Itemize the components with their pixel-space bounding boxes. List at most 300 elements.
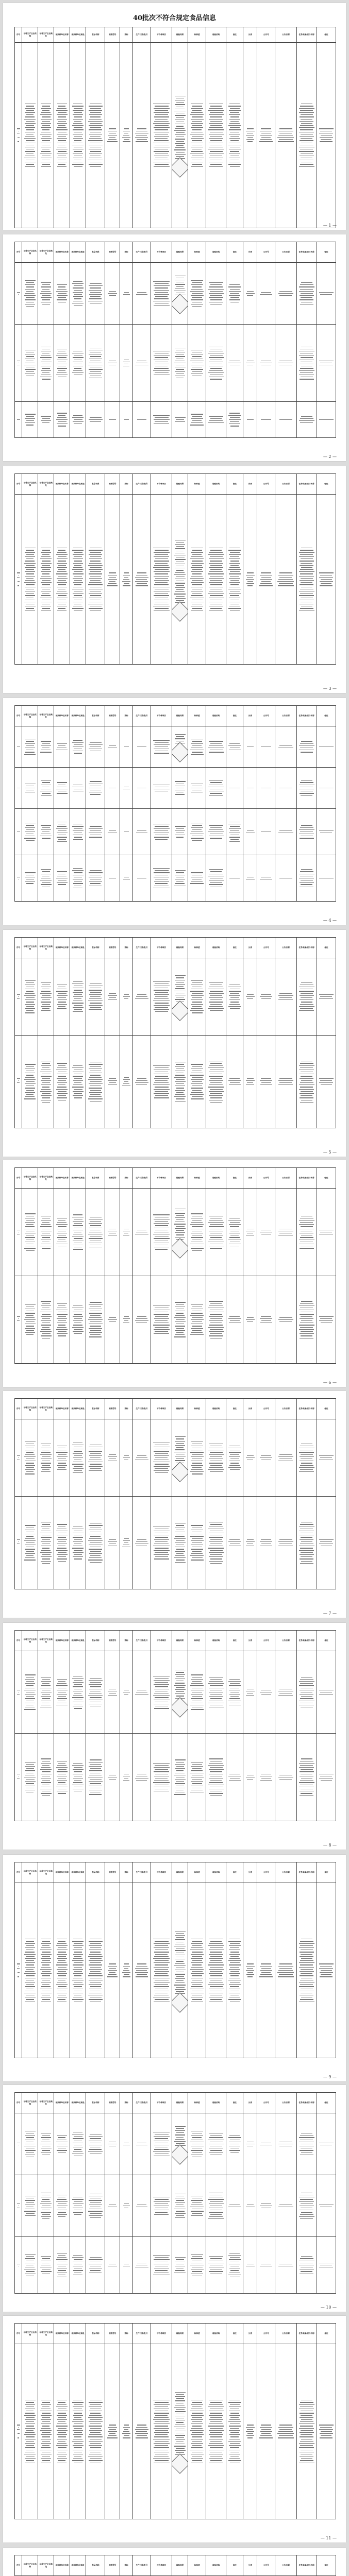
cell-text-placeholder	[152, 2132, 171, 2156]
text-stroke	[73, 292, 83, 293]
text-stroke	[25, 280, 36, 281]
text-stroke	[154, 1780, 169, 1781]
text-stroke	[299, 2137, 314, 2138]
text-stroke	[209, 123, 223, 124]
text-stroke	[154, 744, 170, 745]
text-stroke	[58, 1226, 67, 1227]
text-stroke	[73, 281, 82, 282]
text-stroke	[246, 996, 255, 997]
text-stroke	[42, 1465, 50, 1466]
text-stroke	[17, 419, 20, 420]
text-stroke	[25, 1092, 35, 1093]
cell-text-placeholder	[207, 1939, 225, 2002]
text-stroke	[176, 736, 184, 737]
table-cell	[206, 958, 226, 1036]
table-cell	[105, 1276, 120, 1364]
text-stroke	[229, 1084, 241, 1085]
cell-text-placeholder	[276, 1963, 295, 1977]
column-header: 标称生产企业名称	[22, 1862, 38, 1883]
text-stroke	[90, 1971, 101, 1972]
text-stroke	[175, 1217, 185, 1218]
text-stroke	[300, 1539, 313, 1540]
column-header: 公告日期	[275, 938, 296, 958]
text-stroke	[18, 1972, 20, 1973]
text-stroke	[17, 1963, 20, 1964]
text-stroke	[154, 571, 170, 572]
text-stroke	[41, 138, 52, 139]
text-stroke	[260, 1318, 272, 1319]
text-stroke	[41, 571, 51, 572]
text-stroke	[17, 994, 20, 995]
cell-text-placeholder	[258, 1230, 274, 1235]
text-stroke	[320, 1976, 333, 1977]
text-stroke	[191, 1525, 203, 1526]
text-stroke	[58, 1541, 66, 1542]
text-stroke	[42, 743, 50, 744]
text-stroke	[42, 882, 51, 883]
text-stroke	[300, 1237, 313, 1238]
text-stroke	[229, 1456, 240, 1457]
text-stroke	[25, 1008, 35, 1009]
text-stroke	[190, 1094, 204, 1095]
text-stroke	[89, 2215, 103, 2216]
text-stroke	[57, 1333, 68, 1334]
cell-text-placeholder	[23, 823, 37, 841]
text-stroke	[41, 416, 51, 417]
text-stroke	[300, 1318, 313, 1319]
text-stroke	[191, 1962, 203, 1963]
table-cell	[243, 809, 257, 855]
text-stroke	[209, 2216, 223, 2217]
text-stroke	[123, 996, 130, 997]
text-stroke	[24, 1540, 36, 1541]
text-stroke	[299, 1471, 314, 1472]
column-header: 备注	[317, 938, 336, 958]
text-stroke	[42, 580, 51, 581]
text-stroke	[74, 127, 82, 128]
text-stroke	[74, 1986, 82, 1987]
text-stroke	[230, 127, 240, 128]
text-stroke	[24, 1319, 36, 1320]
table-cell	[296, 263, 317, 325]
text-stroke	[123, 585, 130, 586]
cell-text-placeholder	[258, 1963, 274, 1977]
table-cell	[132, 263, 151, 325]
text-stroke	[191, 127, 203, 128]
table-cell	[275, 2113, 296, 2175]
table-cell	[317, 855, 336, 902]
text-stroke	[26, 125, 34, 126]
table-row	[15, 2113, 336, 2175]
text-stroke	[153, 415, 170, 416]
text-stroke	[88, 121, 103, 122]
text-stroke	[90, 1678, 102, 1679]
text-stroke	[57, 1698, 67, 1699]
cell-text-placeholder	[189, 2131, 205, 2157]
text-stroke	[74, 828, 82, 829]
text-stroke	[278, 1080, 293, 1081]
text-stroke	[40, 1226, 52, 1227]
table-cell	[226, 1497, 243, 1589]
text-stroke	[73, 129, 84, 130]
results-table	[14, 937, 336, 1128]
text-stroke	[109, 572, 116, 573]
cell-text-placeholder	[227, 548, 242, 611]
table-cell	[275, 958, 296, 1036]
column-header: 备注	[226, 938, 243, 958]
text-stroke	[25, 576, 35, 577]
column-header: 标准值	[188, 474, 206, 495]
text-stroke	[90, 1330, 101, 1331]
column-header: 分类	[243, 1399, 257, 1419]
text-stroke	[74, 1539, 82, 1540]
text-stroke	[74, 595, 82, 596]
cell-text-placeholder	[71, 415, 85, 425]
text-stroke	[135, 998, 148, 999]
text-stroke	[230, 1956, 239, 1957]
text-stroke	[90, 1094, 101, 1095]
column-header: 备注	[226, 706, 243, 726]
text-stroke	[41, 1320, 51, 1321]
cell-text-placeholder	[121, 1316, 132, 1324]
text-stroke	[209, 108, 223, 109]
column-header: 分类	[243, 1862, 257, 1883]
text-stroke	[42, 1960, 50, 1961]
text-stroke	[299, 1947, 314, 1948]
cell-text-placeholder	[106, 2142, 119, 2147]
text-stroke	[155, 1556, 168, 1557]
text-stroke	[25, 1557, 35, 1558]
text-stroke	[229, 291, 241, 292]
text-stroke	[123, 1966, 130, 1967]
text-stroke	[191, 280, 203, 281]
text-stroke	[89, 1553, 102, 1554]
text-stroke	[228, 2137, 241, 2138]
text-stroke	[175, 2130, 185, 2131]
text-stroke	[17, 128, 20, 129]
cell-text-placeholder	[152, 2255, 171, 2275]
text-stroke	[58, 1331, 67, 1332]
cell-text-placeholder	[318, 128, 335, 142]
text-stroke	[155, 582, 168, 583]
text-stroke	[109, 137, 115, 138]
text-stroke	[192, 593, 202, 594]
text-stroke	[208, 110, 224, 111]
column-header: 规格型号	[105, 2324, 120, 2344]
table-cell	[38, 1419, 54, 1497]
text-stroke	[299, 1943, 314, 1944]
text-stroke	[192, 1764, 202, 1765]
table-cell	[38, 263, 54, 325]
text-stroke	[192, 2137, 202, 2138]
text-stroke	[300, 1964, 313, 1965]
text-stroke	[319, 577, 333, 578]
table-cell	[105, 2237, 120, 2294]
text-stroke	[247, 1321, 253, 1322]
cell-text-placeholder	[71, 2197, 85, 2215]
text-stroke	[192, 2202, 202, 2203]
column-header: 检验机构	[206, 2093, 226, 2113]
text-stroke	[246, 293, 255, 294]
text-stroke	[26, 286, 34, 287]
column-header: 标称生产企业名称	[22, 1399, 38, 1419]
text-stroke	[154, 140, 169, 141]
text-stroke	[90, 166, 101, 167]
text-stroke	[175, 1555, 185, 1556]
text-stroke	[191, 1967, 203, 1968]
text-stroke	[124, 1538, 129, 1539]
text-stroke	[155, 1320, 168, 1321]
cell-text-placeholder	[87, 1523, 104, 1563]
text-stroke	[25, 166, 35, 167]
diamond-mark	[172, 2145, 188, 2165]
text-stroke	[26, 997, 35, 998]
text-stroke	[42, 2258, 50, 2259]
text-stroke	[108, 999, 117, 1000]
cell-text-placeholder	[244, 361, 256, 366]
table-cell	[38, 325, 54, 402]
text-stroke	[192, 286, 202, 287]
text-stroke	[74, 140, 81, 141]
text-stroke	[319, 1316, 334, 1317]
cell-text-placeholder	[258, 2143, 274, 2145]
text-stroke	[247, 1539, 254, 1540]
table-cell	[257, 1497, 275, 1589]
text-stroke	[73, 1007, 84, 1008]
text-stroke	[56, 1945, 68, 1946]
text-stroke	[89, 1304, 103, 1305]
table-cell	[38, 495, 54, 665]
table-cell	[15, 768, 22, 809]
cell-text-placeholder	[297, 2193, 316, 2219]
cell-text-placeholder	[71, 824, 85, 840]
cell-text-placeholder	[189, 784, 205, 793]
table-cell	[172, 809, 188, 855]
text-stroke	[261, 137, 271, 138]
cell-text-placeholder	[318, 1316, 335, 1324]
text-stroke	[41, 595, 51, 596]
text-stroke	[108, 1695, 117, 1696]
text-stroke	[73, 563, 83, 564]
text-stroke	[89, 1317, 102, 1318]
cell-text-placeholder	[227, 1539, 242, 1547]
text-stroke	[42, 565, 50, 566]
text-stroke	[229, 1954, 240, 1955]
text-stroke	[299, 108, 314, 109]
text-stroke	[73, 1065, 82, 1066]
table-cell	[105, 1734, 120, 1821]
text-stroke	[191, 743, 203, 744]
page-sheet	[3, 234, 346, 461]
cell-text-placeholder	[106, 361, 119, 366]
text-stroke	[300, 1956, 313, 1957]
text-stroke	[210, 1685, 223, 1686]
text-stroke	[56, 129, 68, 130]
text-stroke	[57, 1539, 67, 1540]
text-stroke	[18, 1080, 19, 1081]
text-stroke	[42, 2406, 49, 2407]
column-header: 商标	[120, 474, 133, 495]
text-stroke	[26, 569, 34, 570]
text-stroke	[278, 1541, 293, 1542]
text-stroke	[90, 1947, 101, 1948]
cell-text-placeholder	[71, 981, 85, 1012]
cell-text-placeholder	[189, 823, 205, 841]
cell-text-placeholder	[87, 2194, 104, 2218]
text-stroke	[301, 993, 313, 994]
text-stroke	[26, 1984, 34, 1985]
text-stroke	[74, 419, 82, 420]
table-cell	[22, 726, 38, 768]
text-stroke	[154, 580, 169, 581]
cell-text-placeholder	[15, 2204, 21, 2209]
text-stroke	[56, 573, 68, 574]
cell-text-placeholder	[207, 1522, 225, 1564]
text-stroke	[89, 593, 102, 594]
cell-text-placeholder	[258, 419, 274, 420]
cell-text-placeholder	[173, 1062, 187, 1101]
text-stroke	[108, 1966, 117, 1967]
text-stroke	[192, 997, 202, 998]
text-stroke	[230, 140, 239, 141]
text-stroke	[175, 781, 186, 782]
text-stroke	[209, 166, 223, 167]
text-stroke	[300, 2214, 313, 2215]
column-header: 备注	[226, 27, 243, 43]
text-stroke	[154, 419, 170, 420]
column-header: 规格型号	[105, 1168, 120, 1189]
cell-text-placeholder	[134, 292, 150, 295]
table-row	[15, 1276, 336, 1364]
table-cell	[54, 402, 70, 438]
cell-text-placeholder	[276, 1229, 295, 1236]
text-stroke	[301, 1095, 312, 1096]
cell-text-placeholder	[106, 1454, 119, 1462]
text-stroke	[154, 1093, 169, 1094]
table-cell	[120, 1419, 133, 1497]
text-stroke	[176, 1234, 184, 1235]
text-stroke	[176, 1691, 184, 1692]
text-stroke	[42, 1327, 49, 1328]
text-stroke	[155, 1765, 169, 1766]
column-header: 生产日期/批号	[132, 1862, 151, 1883]
text-stroke	[41, 1943, 51, 1944]
text-stroke	[153, 981, 170, 982]
cell-text-placeholder	[173, 1670, 187, 1715]
text-stroke	[230, 1967, 239, 1968]
table-cell	[296, 1883, 317, 2058]
text-stroke	[154, 1078, 169, 1079]
cell-text-placeholder	[23, 784, 37, 793]
table-cell	[38, 402, 54, 438]
text-stroke	[154, 1684, 169, 1685]
cell-text-placeholder	[227, 1446, 242, 1470]
text-stroke	[321, 583, 331, 584]
text-stroke	[136, 579, 147, 580]
column-header: 备注	[317, 27, 336, 43]
text-stroke	[25, 1683, 35, 1684]
cell-text-placeholder	[39, 1758, 53, 1795]
text-stroke	[278, 1976, 294, 1977]
text-stroke	[210, 882, 222, 883]
cell-text-placeholder	[71, 548, 85, 611]
text-stroke	[175, 1460, 185, 1461]
text-stroke	[89, 1781, 103, 1782]
cell-text-placeholder	[106, 572, 119, 586]
text-stroke	[122, 1972, 130, 1973]
text-stroke	[42, 284, 50, 285]
text-stroke	[74, 294, 82, 295]
text-stroke	[72, 417, 84, 418]
cell-text-placeholder	[71, 1763, 85, 1792]
text-stroke	[137, 1539, 146, 1540]
table-cell	[317, 1419, 336, 1497]
text-stroke	[208, 422, 224, 423]
text-stroke	[72, 1697, 84, 1698]
cell-text-placeholder	[39, 1677, 53, 1708]
column-header: 任务来源/项目名称	[296, 27, 317, 43]
text-stroke	[74, 744, 82, 745]
text-stroke	[89, 1680, 103, 1681]
text-stroke	[135, 1968, 148, 1969]
text-stroke	[278, 579, 293, 580]
table-cell	[54, 263, 70, 325]
text-stroke	[154, 576, 169, 577]
text-stroke	[321, 1780, 332, 1781]
text-stroke	[89, 1466, 103, 1467]
text-stroke	[175, 1759, 186, 1760]
text-stroke	[209, 357, 224, 358]
text-stroke	[26, 2271, 35, 2272]
text-stroke	[57, 1554, 68, 1555]
column-header: 任务来源/项目名称	[296, 706, 317, 726]
text-stroke	[299, 2216, 314, 2217]
text-stroke	[176, 1553, 184, 1554]
text-stroke	[228, 1220, 241, 1221]
text-stroke	[300, 121, 313, 122]
text-stroke	[89, 998, 102, 999]
text-stroke	[210, 1956, 222, 1957]
cell-text-placeholder	[121, 360, 132, 367]
text-stroke	[26, 1094, 34, 1095]
text-stroke	[229, 119, 240, 120]
text-stroke	[154, 1967, 169, 1968]
text-stroke	[230, 595, 239, 596]
text-stroke	[56, 1984, 68, 1985]
cell-text-placeholder	[134, 2143, 150, 2145]
text-stroke	[153, 1065, 170, 1066]
table-cell	[132, 2237, 151, 2294]
text-stroke	[261, 419, 271, 420]
text-stroke	[90, 1967, 101, 1968]
cell-text-placeholder	[276, 2142, 295, 2147]
cell-text-placeholder	[207, 982, 225, 1011]
table-cell	[243, 43, 257, 228]
text-stroke	[279, 1963, 292, 1964]
cell-text-placeholder	[297, 1216, 316, 1249]
text-stroke	[88, 1956, 103, 1957]
text-stroke	[73, 1080, 83, 1081]
text-stroke	[154, 1082, 169, 1083]
table-cell	[120, 855, 133, 902]
text-stroke	[41, 745, 51, 746]
text-stroke	[58, 1967, 67, 1968]
text-stroke	[26, 1006, 34, 1007]
cell-text-placeholder	[189, 350, 205, 376]
text-stroke	[137, 1078, 146, 1079]
text-stroke	[175, 2126, 186, 2127]
text-stroke	[58, 993, 67, 994]
